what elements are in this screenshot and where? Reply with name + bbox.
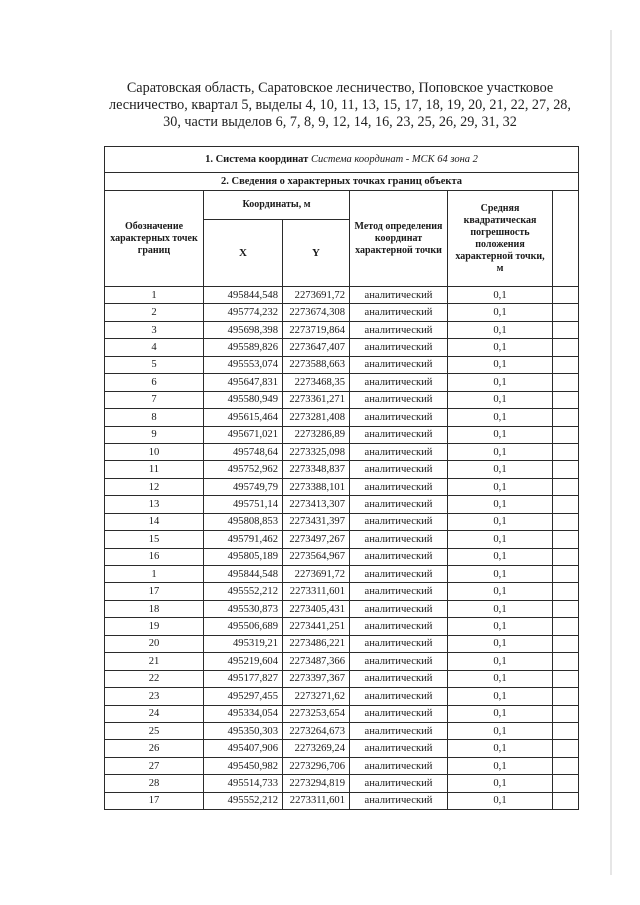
x-value: 495553,074 [204, 356, 283, 373]
point-number: 15 [105, 531, 204, 548]
empty-cell [553, 409, 579, 426]
table-row [105, 391, 579, 408]
x-value: 495647,831 [204, 374, 283, 391]
table-row [105, 409, 579, 426]
error-value: 0,1 [448, 304, 553, 321]
empty-cell [553, 566, 579, 583]
y-value: 2273487,366 [283, 653, 350, 670]
method-value: аналитический [350, 443, 448, 460]
empty-cell [553, 635, 579, 652]
empty-cell [553, 356, 579, 373]
table-row [105, 304, 579, 321]
method-value: аналитический [350, 409, 448, 426]
table-row [105, 775, 579, 792]
section-1-label: 1. Система координат [205, 154, 309, 165]
col-empty-header [553, 191, 579, 287]
x-value: 495808,853 [204, 513, 283, 530]
error-value: 0,1 [448, 583, 553, 600]
x-value: 495844,548 [204, 287, 283, 304]
x-value: 495748,64 [204, 443, 283, 460]
table-row [105, 496, 579, 513]
error-value: 0,1 [448, 513, 553, 530]
x-value: 495752,962 [204, 461, 283, 478]
x-value: 495791,462 [204, 531, 283, 548]
point-number: 28 [105, 775, 204, 792]
empty-cell [553, 653, 579, 670]
method-value: аналитический [350, 635, 448, 652]
empty-cell [553, 426, 579, 443]
method-value: аналитический [350, 478, 448, 495]
method-value: аналитический [350, 670, 448, 687]
method-value: аналитический [350, 531, 448, 548]
x-value: 495615,464 [204, 409, 283, 426]
error-value: 0,1 [448, 409, 553, 426]
error-value: 0,1 [448, 426, 553, 443]
error-value: 0,1 [448, 356, 553, 373]
y-value: 2273497,267 [283, 531, 350, 548]
empty-cell [553, 478, 579, 495]
table-row [105, 653, 579, 670]
error-value: 0,1 [448, 688, 553, 705]
y-value: 2273647,407 [283, 339, 350, 356]
error-value: 0,1 [448, 705, 553, 722]
empty-cell [553, 548, 579, 565]
point-number: 26 [105, 740, 204, 757]
empty-cell [553, 461, 579, 478]
table-row [105, 513, 579, 530]
empty-cell [553, 583, 579, 600]
point-number: 16 [105, 548, 204, 565]
empty-cell [553, 391, 579, 408]
table-row [105, 792, 579, 809]
x-value: 495219,604 [204, 653, 283, 670]
point-number: 14 [105, 513, 204, 530]
point-number: 6 [105, 374, 204, 391]
table-row [105, 757, 579, 774]
empty-cell [553, 775, 579, 792]
coordinate-system-cell [105, 147, 579, 173]
x-value: 495751,14 [204, 496, 283, 513]
method-value: аналитический [350, 496, 448, 513]
method-value: аналитический [350, 566, 448, 583]
point-number: 18 [105, 600, 204, 617]
x-value: 495177,827 [204, 670, 283, 687]
y-value: 2273588,663 [283, 356, 350, 373]
y-value: 2273311,601 [283, 583, 350, 600]
point-number: 7 [105, 391, 204, 408]
x-value: 495698,398 [204, 321, 283, 338]
empty-cell [553, 287, 579, 304]
method-value: аналитический [350, 391, 448, 408]
empty-cell [553, 513, 579, 530]
empty-cell [553, 688, 579, 705]
error-value: 0,1 [448, 287, 553, 304]
x-value: 495580,949 [204, 391, 283, 408]
col-method-header: Метод определения координат характерной точки [350, 191, 448, 287]
method-value: аналитический [350, 792, 448, 809]
empty-cell [553, 757, 579, 774]
empty-cell [553, 374, 579, 391]
section-2-label: 2. Сведения о характерных точках границ объекта [105, 173, 579, 191]
y-value: 2273294,819 [283, 775, 350, 792]
method-value: аналитический [350, 583, 448, 600]
x-value: 495671,021 [204, 426, 283, 443]
table-row [105, 548, 579, 565]
table-row [105, 705, 579, 722]
table-row [105, 618, 579, 635]
method-value: аналитический [350, 339, 448, 356]
x-value: 495530,873 [204, 600, 283, 617]
point-number: 10 [105, 443, 204, 460]
error-value: 0,1 [448, 618, 553, 635]
section-1-row [105, 147, 579, 173]
empty-cell [553, 740, 579, 757]
point-number: 2 [105, 304, 204, 321]
table-row [105, 443, 579, 460]
y-value: 2273325,098 [283, 443, 350, 460]
empty-cell [553, 792, 579, 809]
y-value: 2273271,62 [283, 688, 350, 705]
x-value: 495774,232 [204, 304, 283, 321]
y-value: 2273691,72 [283, 287, 350, 304]
empty-cell [553, 618, 579, 635]
table-row [105, 531, 579, 548]
y-value: 2273431,397 [283, 513, 350, 530]
y-value: 2273441,251 [283, 618, 350, 635]
y-value: 2273281,408 [283, 409, 350, 426]
method-value: аналитический [350, 618, 448, 635]
page-edge-shadow [610, 30, 612, 875]
method-value: аналитический [350, 461, 448, 478]
x-value: 495552,212 [204, 583, 283, 600]
table-row [105, 426, 579, 443]
point-number: 1 [105, 287, 204, 304]
point-number: 23 [105, 688, 204, 705]
method-value: аналитический [350, 740, 448, 757]
method-value: аналитический [350, 374, 448, 391]
col-x-header: X [204, 220, 283, 287]
table-row [105, 321, 579, 338]
method-value: аналитический [350, 548, 448, 565]
error-value: 0,1 [448, 496, 553, 513]
x-value: 495350,303 [204, 722, 283, 739]
error-value: 0,1 [448, 391, 553, 408]
coordinates-table [104, 146, 579, 810]
method-value: аналитический [350, 757, 448, 774]
error-value: 0,1 [448, 478, 553, 495]
point-number: 24 [105, 705, 204, 722]
table-row [105, 339, 579, 356]
error-value: 0,1 [448, 374, 553, 391]
table-row [105, 740, 579, 757]
error-value: 0,1 [448, 740, 553, 757]
x-value: 495506,689 [204, 618, 283, 635]
table-body [105, 287, 579, 810]
point-number: 4 [105, 339, 204, 356]
table-row [105, 461, 579, 478]
table-row [105, 722, 579, 739]
point-number: 12 [105, 478, 204, 495]
table-row [105, 688, 579, 705]
y-value: 2273269,24 [283, 740, 350, 757]
y-value: 2273286,89 [283, 426, 350, 443]
y-value: 2273296,706 [283, 757, 350, 774]
point-number: 8 [105, 409, 204, 426]
col-error-header: Средняя квадратическая погрешность положения характерной точки, м [448, 191, 553, 287]
table-row [105, 670, 579, 687]
point-number: 11 [105, 461, 204, 478]
empty-cell [553, 705, 579, 722]
y-value: 2273311,601 [283, 792, 350, 809]
x-value: 495407,906 [204, 740, 283, 757]
point-number: 22 [105, 670, 204, 687]
y-value: 2273564,967 [283, 548, 350, 565]
point-number: 27 [105, 757, 204, 774]
error-value: 0,1 [448, 321, 553, 338]
y-value: 2273674,308 [283, 304, 350, 321]
point-number: 13 [105, 496, 204, 513]
point-number: 5 [105, 356, 204, 373]
table-row [105, 583, 579, 600]
y-value: 2273468,35 [283, 374, 350, 391]
y-value: 2273405,431 [283, 600, 350, 617]
table-row [105, 287, 579, 304]
y-value: 2273413,307 [283, 496, 350, 513]
section-2-row [105, 173, 579, 191]
coordinate-system-value: Система координат - МСК 64 зона 2 [310, 154, 478, 165]
point-number: 17 [105, 583, 204, 600]
error-value: 0,1 [448, 600, 553, 617]
x-value: 495450,982 [204, 757, 283, 774]
x-value: 495749,79 [204, 478, 283, 495]
y-value: 2273264,673 [283, 722, 350, 739]
error-value: 0,1 [448, 339, 553, 356]
x-value: 495552,212 [204, 792, 283, 809]
error-value: 0,1 [448, 461, 553, 478]
method-value: аналитический [350, 775, 448, 792]
empty-cell [553, 339, 579, 356]
error-value: 0,1 [448, 757, 553, 774]
x-value: 495844,548 [204, 566, 283, 583]
y-value: 2273486,221 [283, 635, 350, 652]
error-value: 0,1 [448, 566, 553, 583]
empty-cell [553, 304, 579, 321]
empty-cell [553, 443, 579, 460]
y-value: 2273348,837 [283, 461, 350, 478]
empty-cell [553, 321, 579, 338]
point-number: 3 [105, 321, 204, 338]
method-value: аналитический [350, 722, 448, 739]
error-value: 0,1 [448, 548, 553, 565]
method-value: аналитический [350, 705, 448, 722]
method-value: аналитический [350, 304, 448, 321]
x-value: 495334,054 [204, 705, 283, 722]
point-number: 20 [105, 635, 204, 652]
point-number: 1 [105, 566, 204, 583]
error-value: 0,1 [448, 792, 553, 809]
method-value: аналитический [350, 287, 448, 304]
empty-cell [553, 670, 579, 687]
table-row [105, 635, 579, 652]
document-heading [100, 80, 580, 131]
heading-line-1: Саратовская область, Саратовское лесничество, Поповское участковое [126, 80, 554, 96]
error-value: 0,1 [448, 635, 553, 652]
point-number: 21 [105, 653, 204, 670]
heading-line-3: 30, части выделов 6, 7, 8, 9, 12, 14, 16, 23, 25, 26, 29, 31, 32 [163, 114, 517, 130]
y-value: 2273253,654 [283, 705, 350, 722]
empty-cell [553, 531, 579, 548]
method-value: аналитический [350, 513, 448, 530]
error-value: 0,1 [448, 653, 553, 670]
col-point-header: Обозначение характерных точек границ [105, 191, 204, 287]
y-value: 2273719,864 [283, 321, 350, 338]
error-value: 0,1 [448, 775, 553, 792]
x-value: 495805,189 [204, 548, 283, 565]
col-coords-header: Координаты, м [204, 191, 350, 220]
x-value: 495319,21 [204, 635, 283, 652]
y-value: 2273388,101 [283, 478, 350, 495]
y-value: 2273691,72 [283, 566, 350, 583]
method-value: аналитический [350, 600, 448, 617]
table-row [105, 356, 579, 373]
empty-cell [553, 600, 579, 617]
error-value: 0,1 [448, 443, 553, 460]
point-number: 25 [105, 722, 204, 739]
table-row [105, 374, 579, 391]
method-value: аналитический [350, 688, 448, 705]
header-row-1 [105, 191, 579, 220]
point-number: 9 [105, 426, 204, 443]
x-value: 495514,733 [204, 775, 283, 792]
point-number: 19 [105, 618, 204, 635]
empty-cell [553, 722, 579, 739]
y-value: 2273397,367 [283, 670, 350, 687]
error-value: 0,1 [448, 722, 553, 739]
error-value: 0,1 [448, 531, 553, 548]
table-row [105, 478, 579, 495]
x-value: 495589,826 [204, 339, 283, 356]
method-value: аналитический [350, 356, 448, 373]
x-value: 495297,455 [204, 688, 283, 705]
method-value: аналитический [350, 653, 448, 670]
method-value: аналитический [350, 321, 448, 338]
table-row [105, 600, 579, 617]
empty-cell [553, 496, 579, 513]
point-number: 17 [105, 792, 204, 809]
y-value: 2273361,271 [283, 391, 350, 408]
method-value: аналитический [350, 426, 448, 443]
col-y-header: Y [283, 220, 350, 287]
error-value: 0,1 [448, 670, 553, 687]
heading-line-2: лесничество, квартал 5, выделы 4, 10, 11, 13, 15, 17, 18, 19, 20, 21, 22, 27, 28, [109, 97, 571, 113]
table-row [105, 566, 579, 583]
